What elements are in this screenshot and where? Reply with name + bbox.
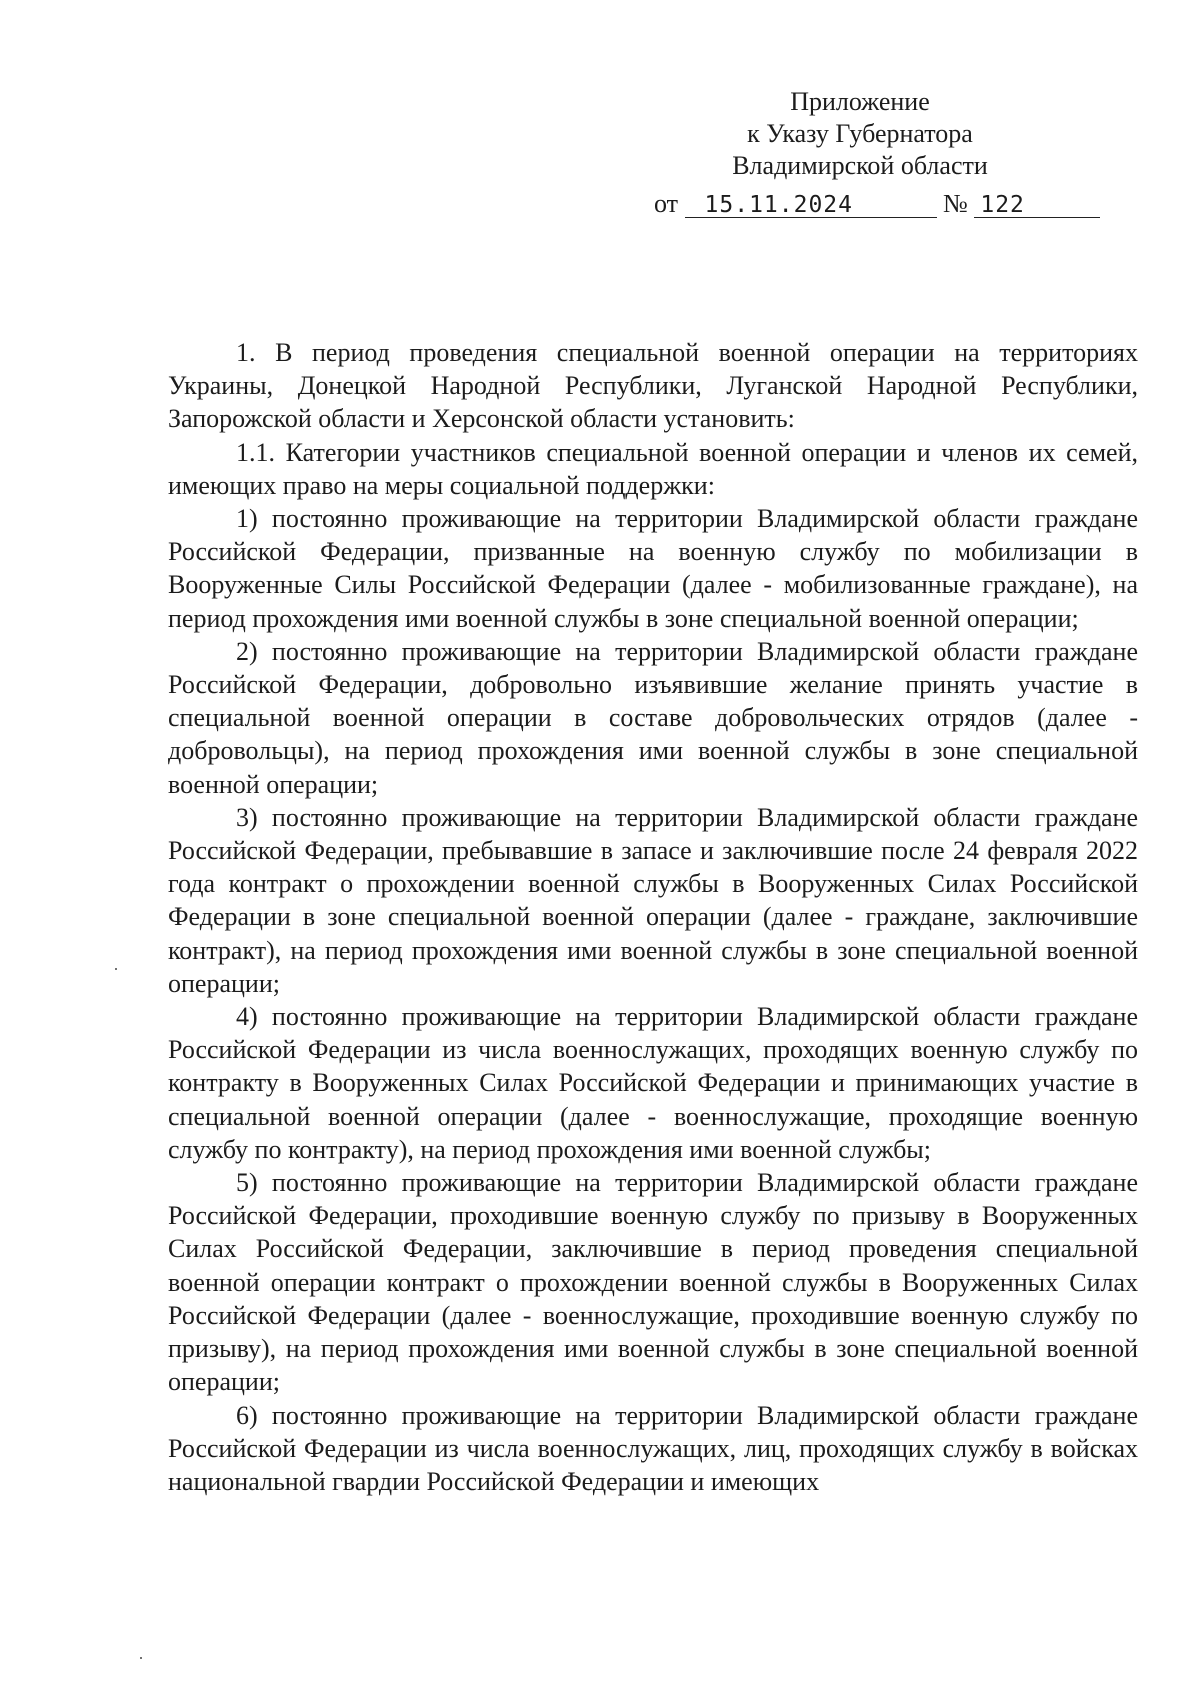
- paragraph-1-1: 1.1. Категории участников специальной военной операции и членов их семей, имеющих право на меры социальной поддержки:: [168, 437, 1138, 500]
- list-item-4: 4) постоянно проживающие на территории Владимирской области граждане Российской Федерации из числа военнослужащих, проходящих военную службу по контракту в Вооруженных Силах Российской Федерации и принимающих участие в специальной военной операции (далее - военнослужащие, проходящие военную службу по контракту), на период прохождения ими военной службы;: [168, 1002, 1138, 1164]
- decree-number: 122: [974, 193, 1100, 218]
- paragraph-1: 1. В период проведения специальной военной операции на территориях Украины, Донецкой Народной Республики, Луганской Народной Республики, Запорожской области и Херсонской области установить:: [168, 338, 1138, 434]
- list-item-1: 1) постоянно проживающие на территории Владимирской области граждане Российской Федерации, призванные на военную службу по мобилизации в Вооруженные Силы Российской Федерации (далее - мобилизованные граждане), на период прохождения ими военной службы в зоне специальной военной операции;: [168, 504, 1138, 633]
- list-item-2: 2) постоянно проживающие на территории Владимирской области граждане Российской Федерации, добровольно изъявившие желание принять участие в специальной военной операции в составе добровольческих отрядов (далее - добровольцы), на период прохождения ими военной службы в зоне специальной военной операции;: [168, 636, 1138, 799]
- list-item-3: 3) постоянно проживающие на территории Владимирской области граждане Российской Федерации, пребывавшие в запасе и заключившие после 24 февраля 2022 года контракт о прохождении военной службы в Вооруженных Силах Российской Федерации в зоне специальной военной операции (далее - граждане, заключившие контракт), на период прохождения ими военной службы в зоне специальной военной операции;: [168, 802, 1138, 998]
- appendix-header: [660, 86, 1060, 182]
- appendix-decree-ref: к Указу Губернатора: [747, 119, 973, 148]
- appendix-region: Владимирской области: [732, 151, 988, 180]
- decree-date: 15.11.2024: [685, 193, 937, 218]
- list-item-6: 6) постоянно проживающие на территории Владимирской области граждане Российской Федерации из числа военнослужащих, лиц, проходящих службу в войсках национальной гвардии Российской Федерации и имеющих: [168, 1400, 1138, 1496]
- list-item-5: 5) постоянно проживающие на территории Владимирской области граждане Российской Федерации, проходившие военную службу по призыву в Вооруженных Силах Российской Федерации, заключившие в период проведения специальной военной операции контракт о прохождении военной службы в Вооруженных Силах Российской Федерации (далее - военнослужащие, проходившие военную службу по призыву), на период прохождения ими военной службы в зоне специальной военной операции;: [168, 1168, 1138, 1397]
- number-label: №: [943, 189, 968, 218]
- document-body: [168, 336, 1138, 1498]
- decree-date-number: [654, 188, 1100, 220]
- from-label: от: [654, 189, 679, 218]
- scan-speck: [115, 968, 117, 970]
- appendix-title: Приложение: [790, 87, 930, 116]
- scan-speck: [140, 1657, 142, 1659]
